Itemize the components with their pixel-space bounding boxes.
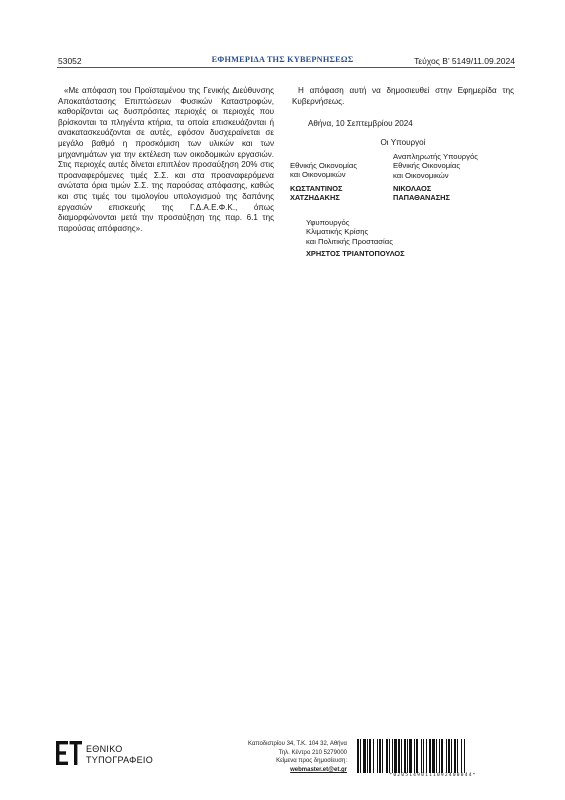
barcode-bar [464,739,465,773]
signature-block-deputy-minister [393,152,513,203]
barcode-bar [398,739,400,773]
barcode-bar [407,739,408,773]
signatory-role-line: Υφυπουργός [306,218,350,227]
barcode-bar [439,739,440,773]
barcode-bar [377,739,378,773]
gazette-title: ΕΦΗΜΕΡΙΔΑ ΤΗΣ ΚΥΒΕΡΝΗΣΕΩΣ [211,55,354,64]
date-line: Αθήνα, 10 Σεπτεμβρίου 2024 [308,119,413,128]
signatory-role-line: και Πολιτικής Προστασίας [306,236,393,246]
barcode-bar [461,739,462,773]
signature-block-civil-protection [306,218,486,258]
email-line [248,757,347,774]
footer-address [248,740,347,774]
barcode-bar [367,739,368,773]
barcode-bar [432,739,435,773]
logo-text [86,744,153,766]
signatory-surname: ΠΑΠΑΘΑΝΑΣΗΣ [393,193,450,203]
barcode-digits: *02051490111092400044* [389,773,477,778]
signatory-role-line: Εθνικής Οικονομίας [393,161,461,171]
barcode-graphic [357,739,509,773]
barcode-bar [451,739,452,773]
barcode-bar [421,739,422,773]
signature-block-finance-minister [290,161,390,202]
right-column [290,86,514,259]
barcode-bar [379,739,381,773]
barcode-bar [436,739,437,773]
barcode-bar [409,739,412,773]
barcode-bar [457,739,458,773]
barcode-bar [446,739,447,773]
email-label: Κείμενα προς δημοσίευση: [276,758,347,765]
barcode-bar [441,739,443,773]
barcode-bar [389,739,390,773]
national-printing-office-logo [56,740,166,770]
signatory-surname: ΧΑΤΖΗΔΑΚΗΣ [290,193,340,203]
barcode-bar [382,739,383,773]
et-logo-icon [56,741,82,765]
barcode-bar [401,739,402,773]
left-column [58,86,274,234]
barcode-bar [392,739,393,773]
signatory-role-line: και Οικονομικών [393,170,449,180]
issue-info: Τεύχος Β’ 5149/11.09.2024 [414,56,515,66]
barcode-bar [429,739,431,773]
barcode-bar [416,739,418,773]
signatory-name: ΚΩΣΤΑΝΤΙΝΟΣ [290,183,343,193]
logo-text-line1: ΕΘΝΙΚΟ [86,744,123,754]
barcode-bar [426,739,427,773]
barcode-bar [448,739,450,773]
ministers-heading: Οι Υπουργοί [380,138,426,147]
signatory-role-line: Αναπληρωτής Υπουργός [393,152,478,161]
signatory-name: ΝΙΚΟΛΑΟΣ [393,184,432,194]
signatory-role-line: Εθνικής Οικονομίας [290,161,358,170]
barcode-bar [423,739,424,773]
page-number: 53052 [58,56,82,66]
email-link[interactable]: webmaster.et@et.gr [290,766,347,773]
publish-note: Η απόφαση αυτή να δημοσιευθεί στην Εφημερίδα της Κυβερνήσεως. [292,86,514,106]
signatory-role-line: και Οικονομικών [290,170,346,180]
barcode-bar [373,739,374,773]
barcode-bar [357,739,359,773]
phone-line: Τηλ. Κέντρο 210 5279000 [278,749,347,756]
barcode-bar [414,739,415,773]
barcode-bar [454,739,456,773]
address-line: Καποδιστρίου 34, Τ.Κ. 104 32, Αθήνα [248,741,347,747]
barcode-bar [386,739,388,773]
barcode-bar [360,739,361,773]
decision-paragraph: «Με απόφαση του Προϊσταμένου της Γενικής Διεύθυνσης Αποκατάστασης Επιπτώσεων Φυσικών Καταστροφών, καθορίζονται ως δυσπρόσιτες περιοχές οι περιοχές που βρίσκονται τα πληγέντα κτήρια, τα οποία επισκευάζονται ή ανακατασκευάζονται σε αυτές, εφόσον δυσχεραίνεται σε μεγάλο βαθμό η προσκόμιση των υλικών και των μηχανημάτων για την εκτέλεση των οικοδομικών εργασιών. Στις περιοχές αυτές δίνεται επιπλέον προσαύξηση 20% στις προαναφερόμενες τιμές Σ.Σ. και στα προαναφερόμενα ανώτατα όρια τιμών Σ.Σ. της παρούσας απόφασης, καθώς και στις τιμές του τιμολογίου υπολογισμού της δαπάνης εργασιών επισκευής της Γ.Δ.Α.Ε.Φ.Κ., όπως διαμορφώνονται μετά την προσαύξηση της παρ. 6.1 της παρούσας απόφασης». [58,86,274,233]
logo-text-line2: ΤΥΠΟΓΡΑΦΕΙΟ [86,755,154,765]
signatory-role-line: Κλιματικής Κρίσης [306,227,369,237]
barcode-bar [363,739,366,773]
barcode-bar [369,739,371,773]
header-rule [57,67,515,68]
signatory-name: ΧΡΗΣΤΟΣ ΤΡΙΑΝΤΟΠΟΥΛΟΣ [306,249,405,259]
barcode-bar [404,739,406,773]
barcode-bar [394,739,397,773]
